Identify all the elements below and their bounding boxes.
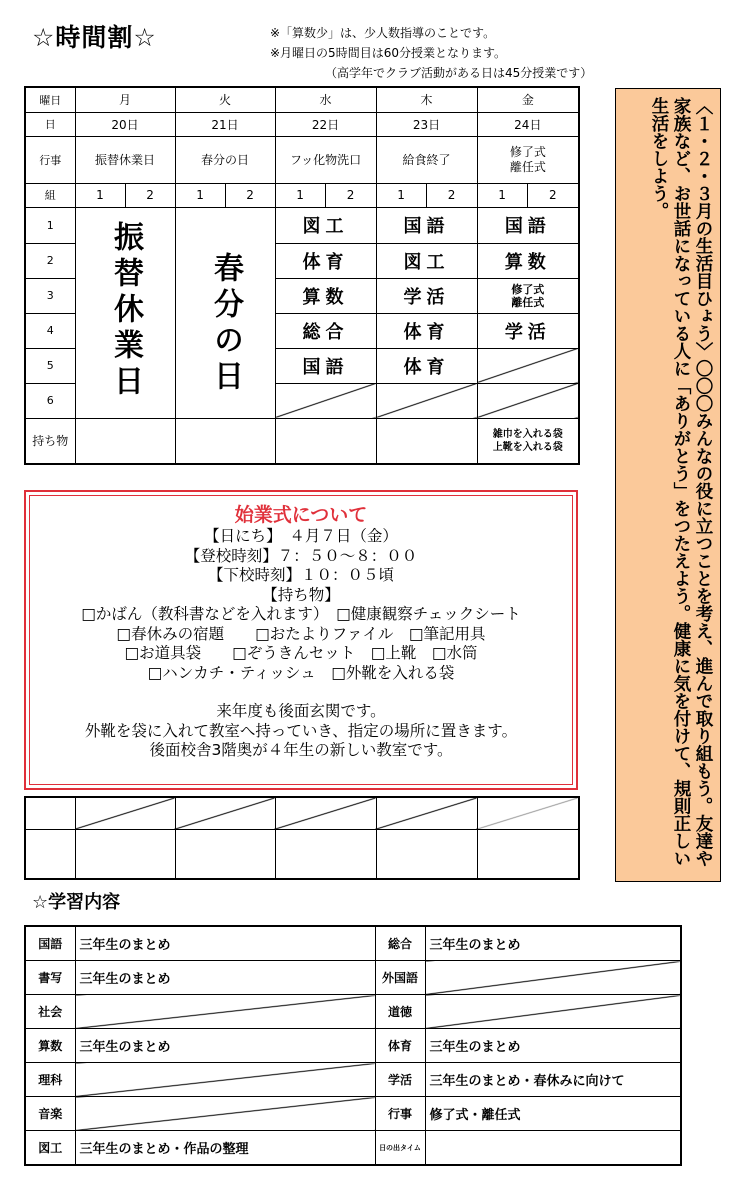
fri-p1: 国語 bbox=[477, 207, 579, 243]
study-text: 三年生のまとめ・春休みに向けて bbox=[425, 1063, 681, 1097]
period-label: 4 bbox=[25, 313, 75, 348]
lower-empty bbox=[477, 797, 579, 829]
thu-p3: 学活 bbox=[376, 278, 477, 313]
day-wed: 水 bbox=[275, 87, 376, 112]
event-tue: 春分の日 bbox=[175, 136, 275, 183]
group-num: 1 bbox=[376, 183, 426, 207]
timetable-lower bbox=[24, 796, 580, 880]
study-empty bbox=[75, 1063, 375, 1097]
period-label: 3 bbox=[25, 278, 75, 313]
study-label: 国語 bbox=[25, 926, 75, 961]
study-label: 総合 bbox=[375, 926, 425, 961]
study-table bbox=[24, 925, 682, 1166]
notice-line: □お道具袋 □ぞうきんセット □上靴 □水筒 bbox=[124, 644, 478, 662]
study-text: 三年生のまとめ bbox=[75, 926, 375, 961]
notice-line: 来年度も後面玄関です。 bbox=[216, 702, 386, 720]
lower-empty bbox=[275, 797, 376, 829]
lower-empty bbox=[75, 797, 175, 829]
lower-empty bbox=[175, 797, 275, 829]
row-label-date: 日 bbox=[25, 112, 75, 136]
date-thu: 23日 bbox=[376, 112, 477, 136]
thu-p6-empty bbox=[376, 383, 477, 418]
study-text: 三年生のまとめ bbox=[425, 1029, 681, 1063]
thu-p4: 体育 bbox=[376, 313, 477, 348]
date-tue: 21日 bbox=[175, 112, 275, 136]
items-wed bbox=[275, 418, 376, 464]
group-num: 2 bbox=[426, 183, 477, 207]
study-label: 外国語 bbox=[375, 961, 425, 995]
row-label-event: 行事 bbox=[25, 136, 75, 183]
group-num: 1 bbox=[275, 183, 325, 207]
items-fri-line1: 雑巾を入れる袋 bbox=[492, 428, 563, 440]
study-empty bbox=[75, 1097, 375, 1131]
lower-label bbox=[25, 829, 75, 879]
thu-p2: 図工 bbox=[376, 243, 477, 278]
wed-p2: 体育 bbox=[275, 243, 376, 278]
tue-holiday-text: 春分の日 bbox=[208, 251, 244, 396]
period-label: 6 bbox=[25, 383, 75, 418]
fri-p6-empty bbox=[477, 383, 579, 418]
study-label: 行事 bbox=[375, 1097, 425, 1131]
study-label: 書写 bbox=[25, 961, 75, 995]
row-label-weekday: 曜日 bbox=[25, 87, 75, 112]
event-thu: 給食終了 bbox=[376, 136, 477, 183]
study-label: 算数 bbox=[25, 1029, 75, 1063]
lower-cell bbox=[376, 829, 477, 879]
study-label: 学活 bbox=[375, 1063, 425, 1097]
lower-cell bbox=[75, 829, 175, 879]
lower-empty bbox=[376, 797, 477, 829]
note-line-2: ※月曜日の5時間目は60分授業となります。 bbox=[270, 46, 507, 60]
study-text: 三年生のまとめ bbox=[425, 926, 681, 961]
study-empty bbox=[425, 1131, 681, 1166]
wed-p6-empty bbox=[275, 383, 376, 418]
notice-inner-border bbox=[29, 495, 573, 785]
thu-p5: 体育 bbox=[376, 348, 477, 383]
notice-line: □かばん（教科書などを入れます） □健康観察チェックシート bbox=[81, 605, 521, 623]
page-title: ☆時間割☆ bbox=[32, 23, 157, 52]
row-label-group: 組 bbox=[25, 183, 75, 207]
group-num: 1 bbox=[477, 183, 527, 207]
period-label: 1 bbox=[25, 207, 75, 243]
notice-line: 【日にち】 ４月７日（金） bbox=[204, 527, 398, 545]
study-text: 三年生のまとめ bbox=[75, 961, 375, 995]
notice-line bbox=[30, 683, 572, 702]
date-wed: 22日 bbox=[275, 112, 376, 136]
lower-label bbox=[25, 797, 75, 829]
tue-holiday bbox=[175, 207, 275, 418]
event-fri-line2: 離任式 bbox=[509, 159, 546, 174]
opening-ceremony-notice bbox=[24, 490, 578, 790]
day-thu: 木 bbox=[376, 87, 477, 112]
event-mon: 振替休業日 bbox=[75, 136, 175, 183]
notice-line: 外靴を袋に入れて教室へ持っていき、指定の場所に置きます。 bbox=[84, 721, 518, 740]
study-label: 図工 bbox=[25, 1131, 75, 1166]
note-line-3: （高学年でクラブ活動がある日は45分授業です） bbox=[325, 66, 593, 80]
date-mon: 20日 bbox=[75, 112, 175, 136]
group-num: 1 bbox=[75, 183, 125, 207]
notice-line: 【登校時刻】７：５０～８：００ bbox=[184, 546, 418, 565]
notice-title: 始業式について bbox=[234, 504, 368, 526]
items-mon bbox=[75, 418, 175, 464]
timetable bbox=[24, 86, 580, 465]
wed-p5: 国語 bbox=[275, 348, 376, 383]
study-label: 道徳 bbox=[375, 995, 425, 1029]
study-text: 修了式・離任式 bbox=[425, 1097, 681, 1131]
fri-p2: 算数 bbox=[477, 243, 579, 278]
study-text: 三年生のまとめ・作品の整理 bbox=[75, 1131, 375, 1166]
study-label: 音楽 bbox=[25, 1097, 75, 1131]
period-label: 2 bbox=[25, 243, 75, 278]
day-fri: 金 bbox=[477, 87, 579, 112]
study-label: 日の出タイム bbox=[375, 1131, 425, 1166]
group-num: 2 bbox=[527, 183, 579, 207]
lower-cell bbox=[275, 829, 376, 879]
mon-holiday-text: 振替休業日 bbox=[108, 221, 143, 401]
event-fri bbox=[477, 136, 579, 183]
study-label: 理科 bbox=[25, 1063, 75, 1097]
group-num: 2 bbox=[325, 183, 376, 207]
notice-line: □春休みの宿題 □おたよりファイル □筆記用具 bbox=[116, 624, 486, 643]
group-num: 2 bbox=[125, 183, 175, 207]
wed-p1: 図工 bbox=[275, 207, 376, 243]
items-tue bbox=[175, 418, 275, 464]
day-tue: 火 bbox=[175, 87, 275, 112]
study-title: ☆学習内容 bbox=[32, 892, 121, 913]
study-label: 社会 bbox=[25, 995, 75, 1029]
fri-p3-line1: 修了式 bbox=[511, 282, 545, 296]
fri-p3-line2: 離任式 bbox=[511, 295, 545, 309]
notice-line: 後面校舎3階奥が４年生の新しい教室です。 bbox=[149, 741, 453, 759]
wed-p3: 算数 bbox=[275, 278, 376, 313]
notice-line: 【下校時刻】１０：０５頃 bbox=[207, 566, 394, 584]
fri-p3 bbox=[477, 278, 579, 313]
event-wed: フッ化物洗口 bbox=[275, 136, 376, 183]
event-fri-line1: 修了式 bbox=[509, 144, 546, 159]
note-line-1: ※「算数少」は、少人数指導のことです。 bbox=[270, 26, 496, 40]
lower-cell bbox=[477, 829, 579, 879]
period-label: 5 bbox=[25, 348, 75, 383]
lower-cell bbox=[175, 829, 275, 879]
date-fri: 24日 bbox=[477, 112, 579, 136]
wed-p4: 総合 bbox=[275, 313, 376, 348]
life-goal-text: 〈１・２・３月の生活目ひょう〉〇〇〇みんなの役に立つことを考え、進んで取り組もう。友達や家族など、お世話になっている人に「ありがとう」をつたえよう。健康に気を付けて、規則正しい生活をしよう。 bbox=[649, 97, 713, 867]
mon-holiday bbox=[75, 207, 175, 418]
fri-p4: 学活 bbox=[477, 313, 579, 348]
notice-line: 【持ち物】 bbox=[262, 585, 340, 604]
study-empty bbox=[425, 995, 681, 1029]
thu-p1: 国語 bbox=[376, 207, 477, 243]
items-fri-line2: 上靴を入れる袋 bbox=[492, 441, 563, 453]
fri-p5-empty bbox=[477, 348, 579, 383]
study-label: 体育 bbox=[375, 1029, 425, 1063]
items-fri bbox=[477, 418, 579, 464]
life-goal-box bbox=[615, 88, 721, 882]
group-num: 2 bbox=[225, 183, 275, 207]
notice-line: □ハンカチ・ティッシュ □外靴を入れる袋 bbox=[147, 663, 455, 682]
study-empty bbox=[425, 961, 681, 995]
group-num: 1 bbox=[175, 183, 225, 207]
study-text: 三年生のまとめ bbox=[75, 1029, 375, 1063]
row-label-items: 持ち物 bbox=[25, 418, 75, 464]
day-mon: 月 bbox=[75, 87, 175, 112]
items-thu bbox=[376, 418, 477, 464]
study-empty bbox=[75, 995, 375, 1029]
